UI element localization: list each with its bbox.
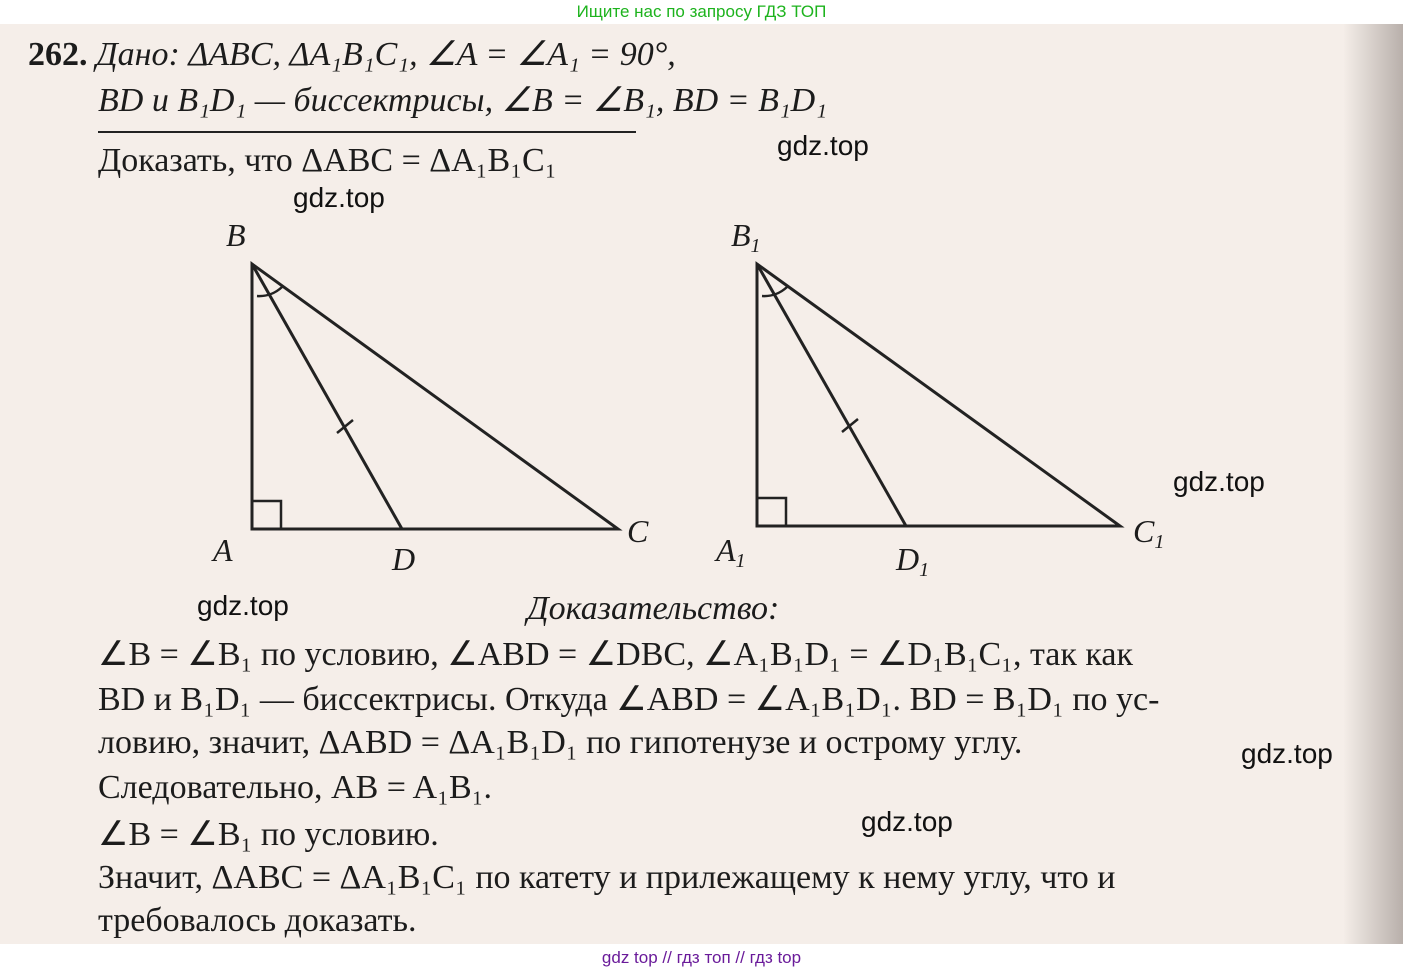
watermark: gdz.top <box>1173 466 1265 497</box>
problem-number: 262. <box>28 36 88 73</box>
right-angle-mark-a1 <box>757 498 786 526</box>
given-text-2: BD и B₁D₁ — биссектрисы, ∠B = ∠B₁, BD = B₁D₁ <box>98 82 828 119</box>
label-b1: B1 <box>731 217 761 257</box>
angle-arc-b <box>257 287 282 296</box>
triangle-a1b1c1 <box>714 217 1164 581</box>
bottom-banner[interactable]: gdz top // гдз топ // гдз top <box>0 944 1403 972</box>
proof-line-2: BD и B₁D₁ — биссектрисы. Откуда ∠ABD = ∠A₁B₁D₁. BD = B₁D₁ по ус- <box>98 681 1160 718</box>
proof-line-5: ∠B = ∠B₁ по условию. <box>98 816 439 853</box>
proof-line-1: ∠B = ∠B₁ по условию, ∠ABD = ∠DBC, ∠A₁B₁D₁ = ∠D₁B₁C₁, так как <box>98 636 1134 673</box>
given-text-1: Дано: ΔABC, ΔA₁B₁C₁, ∠A = ∠A₁ = 90°, <box>96 36 676 73</box>
label-d: D <box>392 541 416 577</box>
proof-line-7: требовалось доказать. <box>98 902 417 939</box>
label-a: A <box>213 532 233 568</box>
top-banner[interactable]: Ищите нас по запросу ГДЗ ТОП <box>0 0 1403 24</box>
watermark: gdz.top <box>861 806 953 837</box>
label-c: C <box>627 513 649 549</box>
proof-line-6: Значит, ΔABC = ΔA₁B₁C₁ по катету и прилежащему к нему углу, что и <box>98 859 1116 896</box>
angle-arc-b1 <box>762 287 787 296</box>
prove-statement: Доказать, что ΔABC = ΔA₁B₁C₁ <box>98 142 557 179</box>
label-d1: D1 <box>896 541 930 581</box>
bisector-b1d1 <box>757 264 906 526</box>
watermark: gdz.top <box>777 130 869 161</box>
triangle-abc <box>211 217 649 577</box>
watermark: gdz.top <box>1241 738 1333 769</box>
proof-line-3: ловию, значит, ΔABD = ΔA₁B₁D₁ по гипотенузе и острому углу. <box>98 724 1023 761</box>
proof-heading: Доказательство: <box>527 590 780 627</box>
textbook-page <box>0 24 1403 944</box>
right-angle-mark-a <box>252 501 281 529</box>
proof-line-4: Следовательно, AB = A₁B₁. <box>98 769 492 806</box>
watermark: gdz.top <box>197 590 289 621</box>
label-c1: C1 <box>1133 513 1165 553</box>
label-b: B <box>226 217 246 253</box>
bisector-bd <box>252 264 402 529</box>
watermark: gdz.top <box>293 182 385 213</box>
label-a1: A1 <box>716 532 746 572</box>
